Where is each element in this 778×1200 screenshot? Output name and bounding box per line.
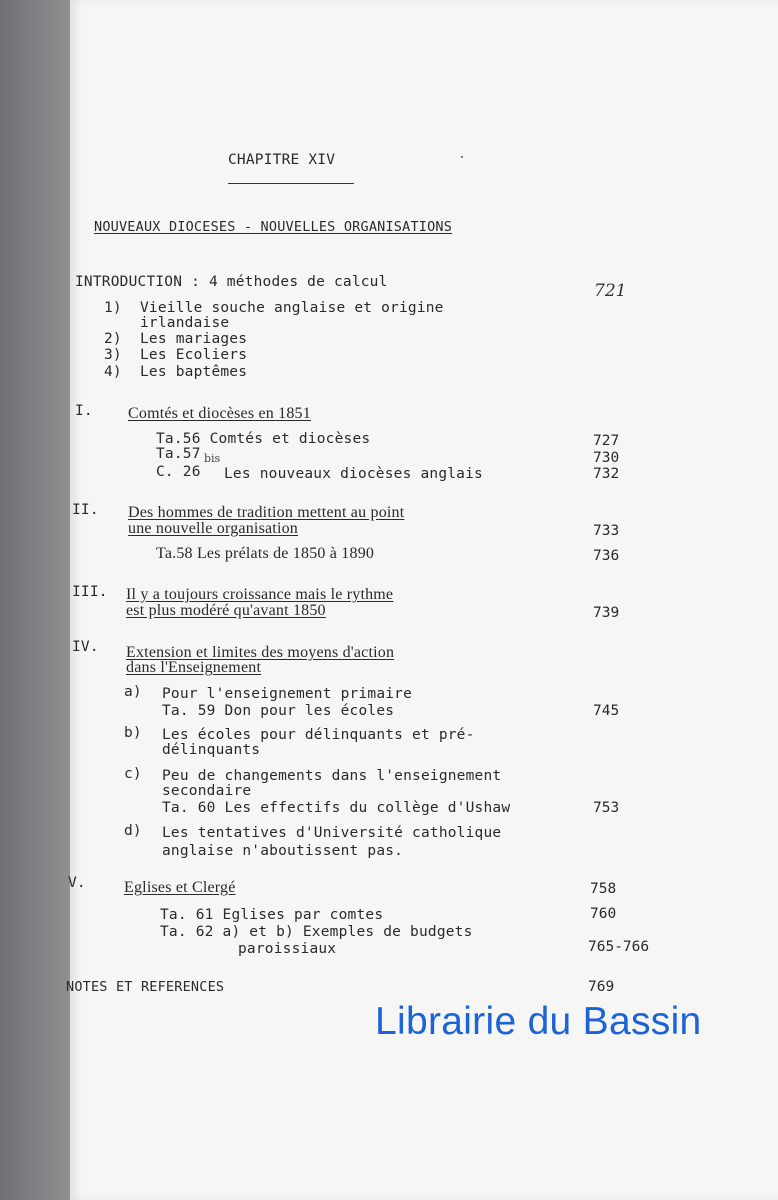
subsection-entry: Ta. 59 Don pour les écoles <box>162 703 395 719</box>
subsection-text: Pour l'enseignement primaire <box>162 686 413 702</box>
section-title-cont: dans l'Enseignement <box>126 659 262 676</box>
toc-page: 739 <box>593 605 620 621</box>
toc-page: 736 <box>593 548 620 564</box>
toc-entry-cont: paroissiaux <box>238 941 337 957</box>
subsection-text: Les tentatives d'Université catholique <box>162 825 502 841</box>
intro-item-text: Les baptêmes <box>140 364 248 380</box>
subsection-letter: c) <box>124 766 142 782</box>
toc-page: 745 <box>593 703 620 719</box>
notes-heading: NOTES ET REFERENCES <box>66 979 225 995</box>
toc-page: 765-766 <box>588 939 650 955</box>
introduction-heading: INTRODUCTION : 4 méthodes de calcul <box>75 274 388 290</box>
intro-item-text: Les Ecoliers <box>140 347 248 363</box>
chapter-title: CHAPITRE XIV <box>228 152 336 168</box>
handwritten-mark: bis <box>204 452 221 465</box>
toc-entry: Ta. 61 Eglises par comtes <box>160 907 384 923</box>
subsection-text-cont: délinquants <box>162 742 261 758</box>
toc-page: 769 <box>588 979 615 995</box>
section-number: V. <box>68 875 86 891</box>
toc-entry: Ta.57 <box>156 446 201 462</box>
handwritten-page-note: 721 <box>594 281 627 301</box>
section-number: IV. <box>72 639 99 655</box>
toc-entry: C. 26 <box>156 464 201 480</box>
toc-page: 758 <box>590 881 617 897</box>
chapter-rule <box>228 183 354 184</box>
section-title: Eglises et Clergé <box>124 879 236 896</box>
section-number: I. <box>75 403 93 419</box>
section-number: II. <box>72 502 99 518</box>
subsection-letter: d) <box>124 823 142 839</box>
intro-item-text-cont: irlandaise <box>140 315 230 331</box>
toc-entry-title: Les nouveaux diocèses anglais <box>224 466 483 482</box>
toc-page: 760 <box>590 906 617 922</box>
intro-item-text: Les mariages <box>140 331 248 347</box>
toc-page: 753 <box>593 800 620 816</box>
section-title: Il y a toujours croissance mais le rythme <box>126 586 394 603</box>
section-title-cont: est plus modéré qu'avant 1850 <box>126 602 326 619</box>
toc-page: 727 <box>593 433 620 449</box>
intro-item-number: 2) <box>104 331 122 347</box>
toc-entry: Ta.56 Comtés et diocèses <box>156 431 371 447</box>
section-title-cont: une nouvelle organisation <box>128 520 298 537</box>
subsection-entry: Ta. 60 Les effectifs du collège d'Ushaw <box>162 800 511 816</box>
subsection-text: Peu de changements dans l'enseignement <box>162 768 502 784</box>
subsection-text: Les écoles pour délinquants et pré- <box>162 727 475 743</box>
subsection-text-cont: secondaire <box>162 783 252 799</box>
intro-item-number: 1) <box>104 300 122 316</box>
toc-page: 733 <box>593 523 620 539</box>
subsection-text-cont: anglaise n'aboutissent pas. <box>162 843 404 859</box>
subsection-letter: a) <box>124 684 142 700</box>
chapter-subtitle: NOUVEAUX DIOCESES - NOUVELLES ORGANISATIONS <box>94 219 453 235</box>
toc-page: 730 <box>593 450 620 466</box>
section-title: Extension et limites des moyens d'action <box>126 644 395 661</box>
subsection-letter: b) <box>124 725 142 741</box>
page-shadow-edge <box>0 0 70 1200</box>
toc-page: 732 <box>593 466 620 482</box>
bookseller-watermark: Librairie du Bassin <box>375 1000 702 1043</box>
toc-entry: Ta. 62 a) et b) Exemples de budgets <box>160 924 473 940</box>
section-title: Des hommes de tradition mettent au point <box>128 504 405 521</box>
section-number: III. <box>72 584 108 600</box>
page-speck <box>461 156 463 158</box>
intro-item-number: 3) <box>104 347 122 363</box>
intro-item-text: Vieille souche anglaise et origine <box>140 300 444 316</box>
toc-entry: Ta.58 Les prélats de 1850 à 1890 <box>156 545 375 562</box>
intro-item-number: 4) <box>104 364 122 380</box>
section-title: Comtés et diocèses en 1851 <box>128 405 311 422</box>
